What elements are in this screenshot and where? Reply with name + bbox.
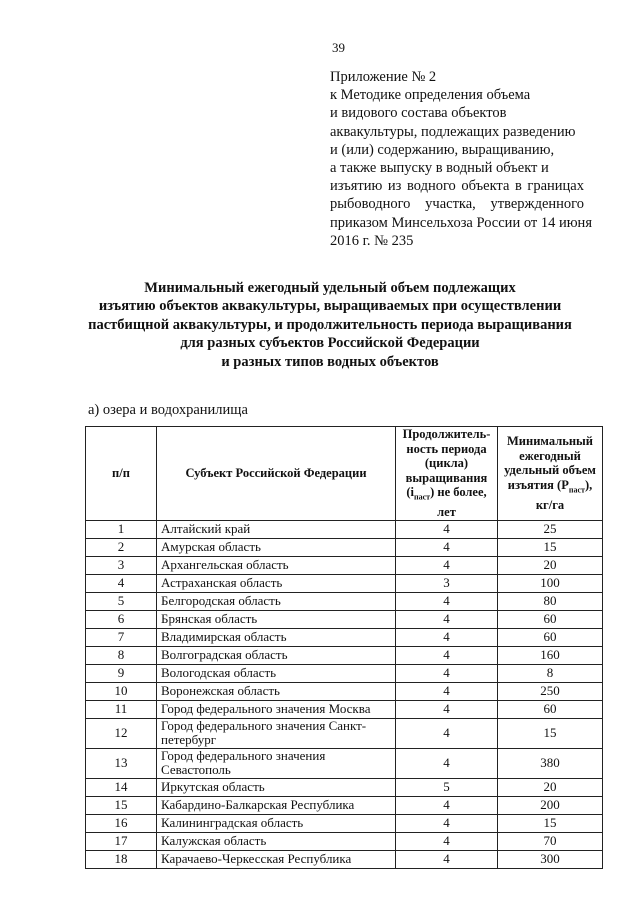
table-row xyxy=(86,796,603,814)
row-number-cell: 15 xyxy=(86,796,157,814)
row-number-cell: 17 xyxy=(86,832,157,850)
period-cell: 4 xyxy=(396,592,498,610)
period-cell: 4 xyxy=(396,850,498,868)
period-cell: 4 xyxy=(396,610,498,628)
table-row xyxy=(86,592,603,610)
period-cell: 4 xyxy=(396,628,498,646)
subject-cell: Амурская область xyxy=(157,538,396,556)
title-line: для разных субъектов Российской Федерации xyxy=(180,335,480,352)
volume-cell: 60 xyxy=(498,628,603,646)
volume-cell: 200 xyxy=(498,796,603,814)
appendix-line: к Методике определения объема xyxy=(330,87,531,104)
period-cell: 4 xyxy=(396,748,498,778)
row-number-cell: 3 xyxy=(86,556,157,574)
row-number-cell: 2 xyxy=(86,538,157,556)
row-number-cell: 8 xyxy=(86,646,157,664)
table-row xyxy=(86,778,603,796)
period-cell: 4 xyxy=(396,796,498,814)
volume-cell: 15 xyxy=(498,538,603,556)
header-period-text: Продолжитель-ность периода (цикла) выращивания (i xyxy=(402,427,491,499)
table-row xyxy=(86,556,603,574)
volume-cell: 380 xyxy=(498,748,603,778)
appendix-line: и (или) содержанию, выращиванию, xyxy=(330,141,555,158)
table-row xyxy=(86,832,603,850)
subject-cell: Город федерального значения Севастополь xyxy=(157,748,396,778)
header-volume-text: Минимальный ежегодный удельный объем изъятия (P xyxy=(504,434,596,492)
title-line: Минимальный ежегодный удельный объем подлежащих xyxy=(144,280,516,296)
table-row xyxy=(86,520,603,538)
subject-cell: Владимирская область xyxy=(157,628,396,646)
table-row xyxy=(86,628,603,646)
volume-cell: 70 xyxy=(498,832,603,850)
appendix-line: рыбоводного участка, утвержденного xyxy=(330,196,584,213)
volume-cell: 25 xyxy=(498,520,603,538)
subject-cell: Волгоградская область xyxy=(157,646,396,664)
header-volume-sub: паст xyxy=(568,485,585,495)
table-row xyxy=(86,574,603,592)
table-row xyxy=(86,718,603,748)
appendix-line: изъятию из водного объекта в границах xyxy=(330,178,584,195)
volume-cell: 250 xyxy=(498,682,603,700)
appendix-line: аквакультуры, подлежащих разведению xyxy=(330,123,576,140)
row-number-cell: 16 xyxy=(86,814,157,832)
title-line: и разных типов водных объектов xyxy=(221,353,439,370)
volume-cell: 100 xyxy=(498,574,603,592)
row-number-cell: 13 xyxy=(86,748,157,778)
subject-cell: Белгородская область xyxy=(157,592,396,610)
appendix-line: и видового состава объектов xyxy=(330,105,507,122)
volume-cell: 15 xyxy=(498,814,603,832)
subject-cell: Город федерального значения Москва xyxy=(157,700,396,718)
title-line: изъятию объектов аквакультуры, выращиваемых при осуществлении xyxy=(98,298,562,315)
table-row xyxy=(86,850,603,868)
period-cell: 3 xyxy=(396,574,498,592)
period-cell: 4 xyxy=(396,664,498,682)
table-row xyxy=(86,814,603,832)
header-volume xyxy=(498,427,603,521)
subject-cell: Калужская область xyxy=(157,832,396,850)
appendix-header xyxy=(330,68,592,250)
page-number: 39 xyxy=(332,40,345,55)
period-cell: 4 xyxy=(396,556,498,574)
subject-cell: Алтайский край xyxy=(157,520,396,538)
row-number-cell: 5 xyxy=(86,592,157,610)
row-number-cell: 11 xyxy=(86,700,157,718)
table-row xyxy=(86,700,603,718)
table-body xyxy=(86,520,603,868)
table-row xyxy=(86,646,603,664)
row-number-cell: 10 xyxy=(86,682,157,700)
period-cell: 4 xyxy=(396,646,498,664)
header-period-sub: паст xyxy=(413,492,431,502)
row-number-cell: 12 xyxy=(86,718,157,748)
subject-cell: Астраханская область xyxy=(157,574,396,592)
volume-cell: 20 xyxy=(498,778,603,796)
period-cell: 4 xyxy=(396,520,498,538)
table-row xyxy=(86,748,603,778)
period-cell: 4 xyxy=(396,538,498,556)
volume-cell: 60 xyxy=(498,700,603,718)
subject-cell: Кабардино-Балкарская Республика xyxy=(157,796,396,814)
header-period xyxy=(396,427,498,521)
header-volume-text-end: ), кг/га xyxy=(535,477,593,512)
period-cell: 4 xyxy=(396,718,498,748)
title-line: пастбищной аквакультуры, и продолжительность периода выращивания xyxy=(88,316,572,333)
header-num: п/п xyxy=(86,427,157,521)
table-header-row xyxy=(86,427,603,521)
row-number-cell: 9 xyxy=(86,664,157,682)
volume-cell: 8 xyxy=(498,664,603,682)
row-number-cell: 1 xyxy=(86,520,157,538)
document-title xyxy=(70,279,590,371)
subject-cell: Воронежская область xyxy=(157,682,396,700)
row-number-cell: 18 xyxy=(86,850,157,868)
period-cell: 4 xyxy=(396,832,498,850)
volume-cell: 15 xyxy=(498,718,603,748)
data-table xyxy=(85,426,603,869)
volume-cell: 60 xyxy=(498,610,603,628)
volume-cell: 300 xyxy=(498,850,603,868)
subject-cell: Карачаево-Черкесская Республика xyxy=(157,850,396,868)
period-cell: 4 xyxy=(396,700,498,718)
subject-cell: Город федерального значения Санкт-петербург xyxy=(157,718,396,748)
table-row xyxy=(86,664,603,682)
subject-cell: Иркутская область xyxy=(157,778,396,796)
period-cell: 4 xyxy=(396,682,498,700)
period-cell: 5 xyxy=(396,778,498,796)
period-cell: 4 xyxy=(396,814,498,832)
row-number-cell: 14 xyxy=(86,778,157,796)
header-period-text-end: ) не более, лет xyxy=(430,485,487,519)
subject-cell: Калининградская область xyxy=(157,814,396,832)
volume-cell: 20 xyxy=(498,556,603,574)
subject-cell: Вологодская область xyxy=(157,664,396,682)
table-row xyxy=(86,682,603,700)
appendix-line: а также выпуску в водный объект и xyxy=(330,160,549,177)
appendix-line: 2016 г. № 235 xyxy=(330,232,414,249)
table-row xyxy=(86,610,603,628)
appendix-line: приказом Минсельхоза России от 14 июня xyxy=(330,214,592,231)
row-number-cell: 4 xyxy=(86,574,157,592)
volume-cell: 160 xyxy=(498,646,603,664)
header-subject: Субъект Российской Федерации xyxy=(157,427,396,521)
subsection-heading: а) озера и водохранилища xyxy=(88,402,248,418)
subject-cell: Архангельская область xyxy=(157,556,396,574)
table-row xyxy=(86,538,603,556)
row-number-cell: 6 xyxy=(86,610,157,628)
subject-cell: Брянская область xyxy=(157,610,396,628)
row-number-cell: 7 xyxy=(86,628,157,646)
volume-cell: 80 xyxy=(498,592,603,610)
appendix-line: Приложение № 2 xyxy=(330,69,437,85)
